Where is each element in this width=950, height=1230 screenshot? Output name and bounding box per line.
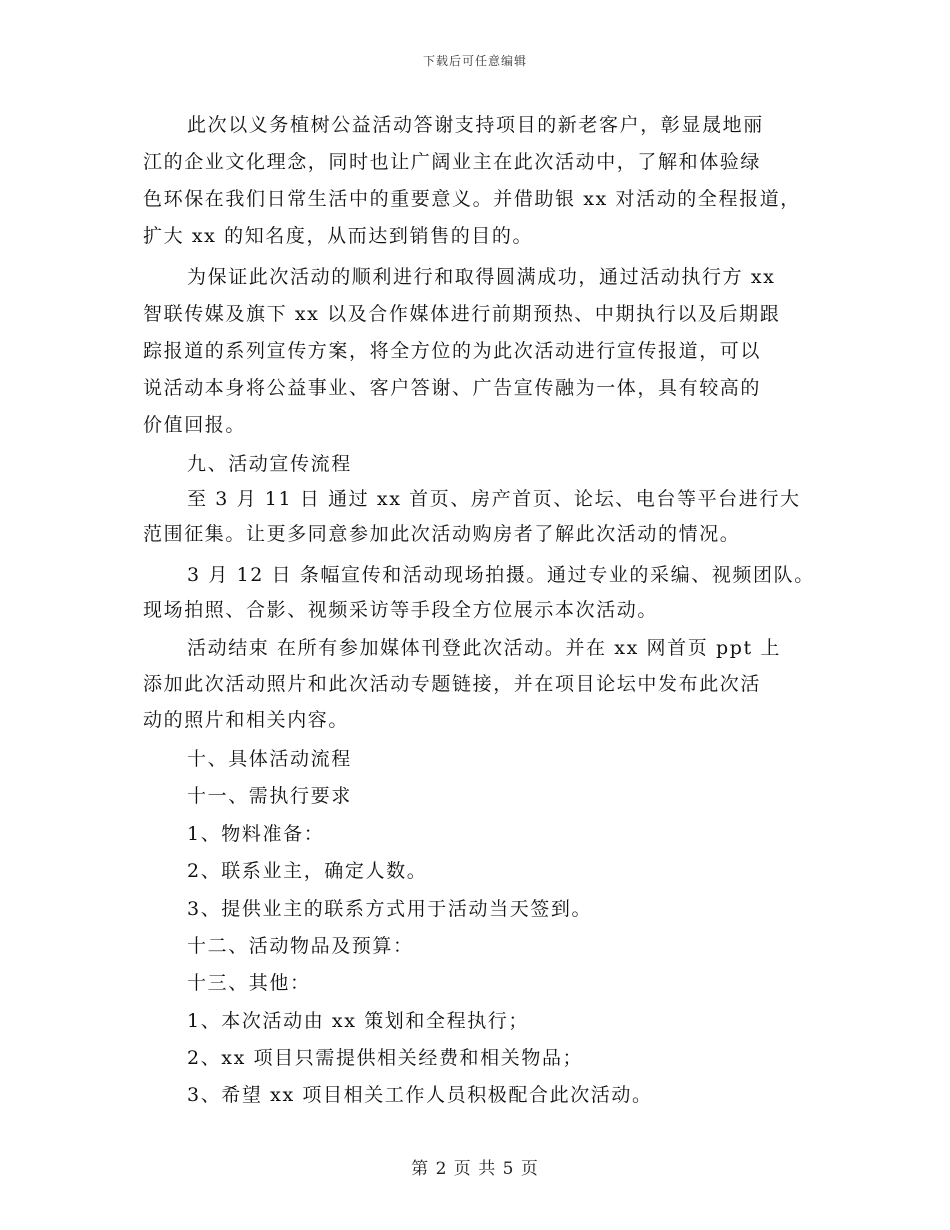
- paragraph-line: 至 3 月 11 日 通过 xx 首页、房产首页、论坛、电台等平台进行大: [187, 488, 801, 510]
- paragraph-line: 添加此次活动照片和此次活动专题链接，并在项目论坛中发布此次活: [143, 673, 762, 695]
- section-heading: 九、活动宣传流程: [187, 453, 352, 475]
- list-item: 3、希望 xx 项目相关工作人员积极配合此次活动。: [187, 1084, 653, 1106]
- list-item: 1、本次活动由 xx 策划和全程执行；: [187, 1010, 529, 1032]
- list-item: 2、联系业主，确定人数。: [187, 860, 428, 882]
- list-item: 1、物料准备：: [187, 823, 325, 845]
- section-heading: 十、具体活动流程: [187, 748, 352, 770]
- paragraph-line: 江的企业文化理念，同时也让广阔业主在此次活动中，了解和体验绿: [143, 151, 762, 173]
- section-heading: 十一、需执行要求: [187, 785, 352, 807]
- paragraph-line: 色环保在我们日常生活中的重要意义。并借助银 xx 对活动的全程报道，: [143, 188, 801, 210]
- paragraph-line: 现场拍照、合影、视频采访等手段全方位展示本次活动。: [143, 599, 659, 621]
- paragraph-line: 扩大 xx 的知名度，从而达到销售的目的。: [143, 225, 534, 247]
- paragraph-line: 智联传媒及旗下 xx 以及合作媒体进行前期预热、中期执行以及后期跟: [143, 303, 781, 325]
- paragraph-line: 价值回报。: [143, 414, 247, 436]
- paragraph-line: 为保证此次活动的顺利进行和取得圆满成功，通过活动执行方 xx: [187, 266, 776, 288]
- paragraph-line: 踪报道的系列宣传方案，将全方位的为此次活动进行宣传报道，可以: [143, 340, 762, 362]
- section-heading: 十三、其他：: [187, 972, 311, 994]
- list-item: 3、提供业主的联系方式用于活动当天签到。: [187, 898, 593, 920]
- page-number: 第 2 页 共 5 页: [411, 1159, 539, 1179]
- paragraph-line: 范围征集。让更多同意参加此次活动购房者了解此次活动的情况。: [143, 523, 741, 545]
- paragraph-line: 说活动本身将公益事业、客户答谢、广告宣传融为一体，具有较高的: [143, 377, 762, 399]
- page-header: 下载后可任意编辑: [422, 54, 527, 68]
- paragraph-line: 3 月 12 日 条幅宣传和活动现场拍摄。通过专业的采编、视频团队。: [187, 564, 815, 586]
- paragraph-line: 活动结束 在所有参加媒体刊登此次活动。并在 xx 网首页 ppt 上: [187, 637, 781, 659]
- paragraph-line: 动的照片和相关内容。: [143, 709, 350, 731]
- list-item: 2、xx 项目只需提供相关经费和相关物品；: [187, 1047, 584, 1069]
- section-heading: 十二、活动物品及预算：: [187, 935, 414, 957]
- paragraph-line: 此次以义务植树公益活动答谢支持项目的新老客户，彰显晟地丽: [187, 114, 764, 136]
